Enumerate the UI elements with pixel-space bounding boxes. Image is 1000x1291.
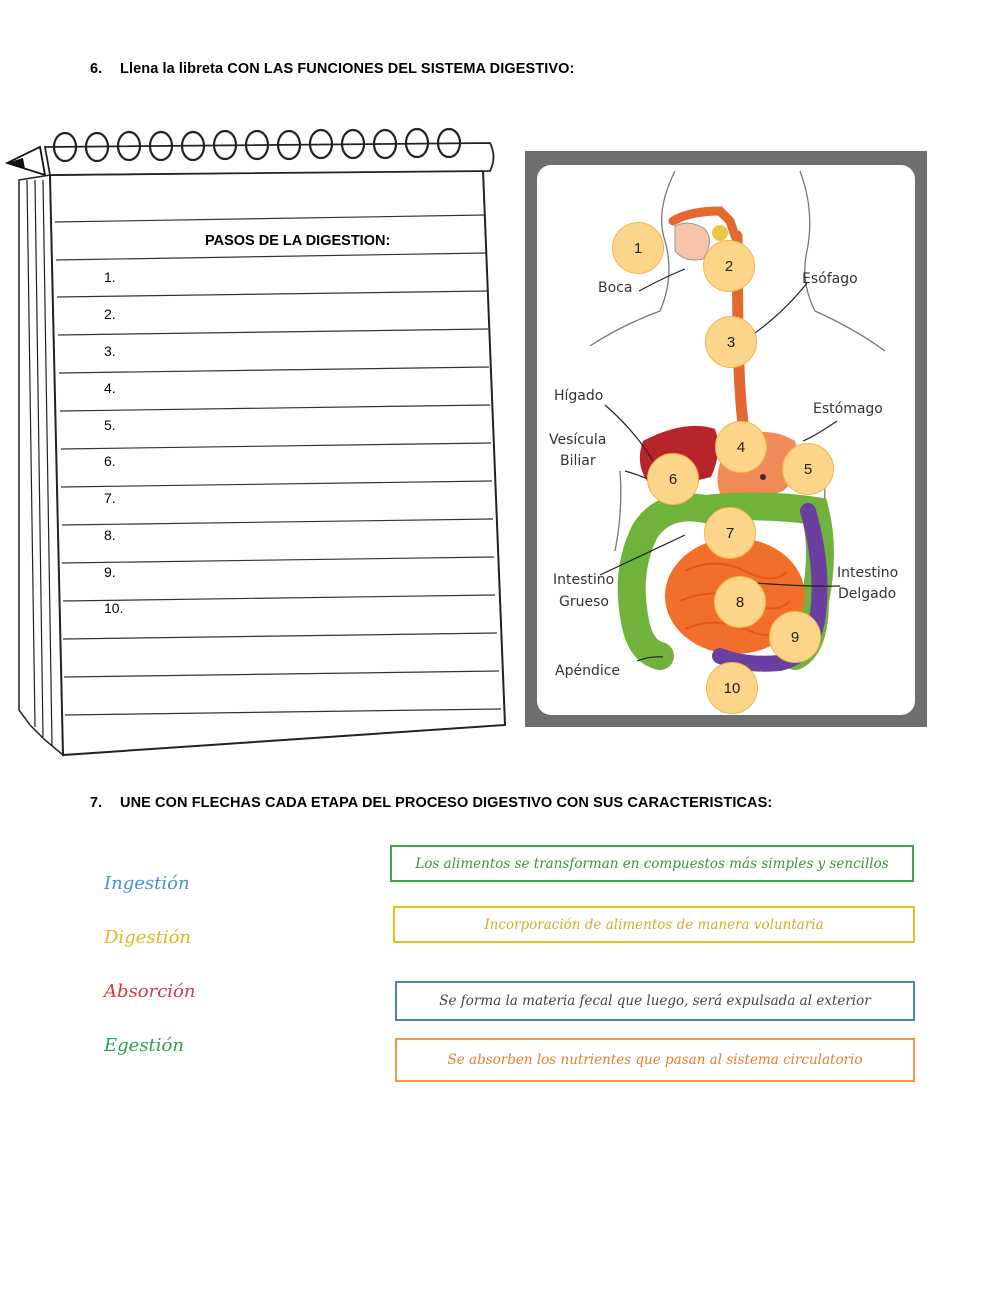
label-estomago: Estómago xyxy=(813,401,883,417)
notebook-heading: PASOS DE LA DIGESTION: xyxy=(205,233,391,249)
description-box[interactable] xyxy=(395,1038,915,1082)
digestive-system-diagram xyxy=(525,151,927,727)
stage-absorcion[interactable]: Absorción xyxy=(104,981,196,1002)
description-box[interactable] xyxy=(390,845,914,882)
stage-ingestion[interactable]: Ingestión xyxy=(104,873,190,894)
notebook xyxy=(5,125,515,765)
stage-digestion[interactable]: Digestión xyxy=(104,927,192,948)
label-intestino-grueso: Intestino xyxy=(553,572,615,588)
step-number: 5. xyxy=(104,417,116,433)
description-text: Se forma la materia fecal que luego, será expulsada al exterior xyxy=(439,993,871,1009)
step-number: 2. xyxy=(104,306,116,322)
label-apendice: Apéndice xyxy=(555,663,621,679)
question-text: UNE CON FLECHAS CADA ETAPA DEL PROCESO DIGESTIVO CON SUS CARACTERISTICAS: xyxy=(120,795,773,811)
description-text: Incorporación de alimentos de manera voluntaria xyxy=(484,916,824,933)
question-6-title xyxy=(90,61,574,77)
marker-6[interactable]: 6 xyxy=(647,453,699,505)
marker-3[interactable]: 3 xyxy=(705,316,757,368)
question-text: Llena la libreta CON LAS FUNCIONES DEL SISTEMA DIGESTIVO: xyxy=(120,61,575,77)
notebook-illustration xyxy=(5,125,515,765)
marker-10[interactable]: 10 xyxy=(706,662,758,714)
step-number: 8. xyxy=(104,527,116,543)
label-grueso: Grueso xyxy=(559,594,609,610)
label-vesicula: Vesícula xyxy=(549,432,607,448)
marker-2[interactable]: 2 xyxy=(703,240,755,292)
step-number: 9. xyxy=(104,564,116,580)
marker-4[interactable]: 4 xyxy=(715,421,767,473)
step-number: 10. xyxy=(104,600,124,616)
marker-7[interactable]: 7 xyxy=(704,507,756,559)
description-text: Los alimentos se transforman en compuestos más simples y sencillos xyxy=(415,855,889,872)
label-biliar: Biliar xyxy=(560,453,596,469)
step-number: 7. xyxy=(104,490,116,506)
step-number: 4. xyxy=(104,380,116,396)
label-intestino-delgado: Intestino xyxy=(837,565,899,581)
label-esofago: Esófago xyxy=(802,271,858,287)
label-delgado: Delgado xyxy=(838,586,897,602)
question-number: 6. xyxy=(90,61,103,77)
step-number: 1. xyxy=(104,269,116,285)
marker-9[interactable]: 9 xyxy=(769,611,821,663)
label-higado: Hígado xyxy=(554,388,604,404)
description-box[interactable] xyxy=(395,981,915,1021)
question-number: 7. xyxy=(90,795,103,811)
description-box[interactable] xyxy=(393,906,915,943)
marker-1[interactable]: 1 xyxy=(612,222,664,274)
description-text: Se absorben los nutrientes que pasan al sistema circulatorio xyxy=(447,1052,863,1068)
label-boca: Boca xyxy=(598,280,633,296)
stage-egestion[interactable]: Egestión xyxy=(104,1035,184,1056)
question-7-title xyxy=(90,795,772,811)
marker-5[interactable]: 5 xyxy=(782,443,834,495)
marker-8[interactable]: 8 xyxy=(714,576,766,628)
step-number: 6. xyxy=(104,453,116,469)
step-number: 3. xyxy=(104,343,116,359)
